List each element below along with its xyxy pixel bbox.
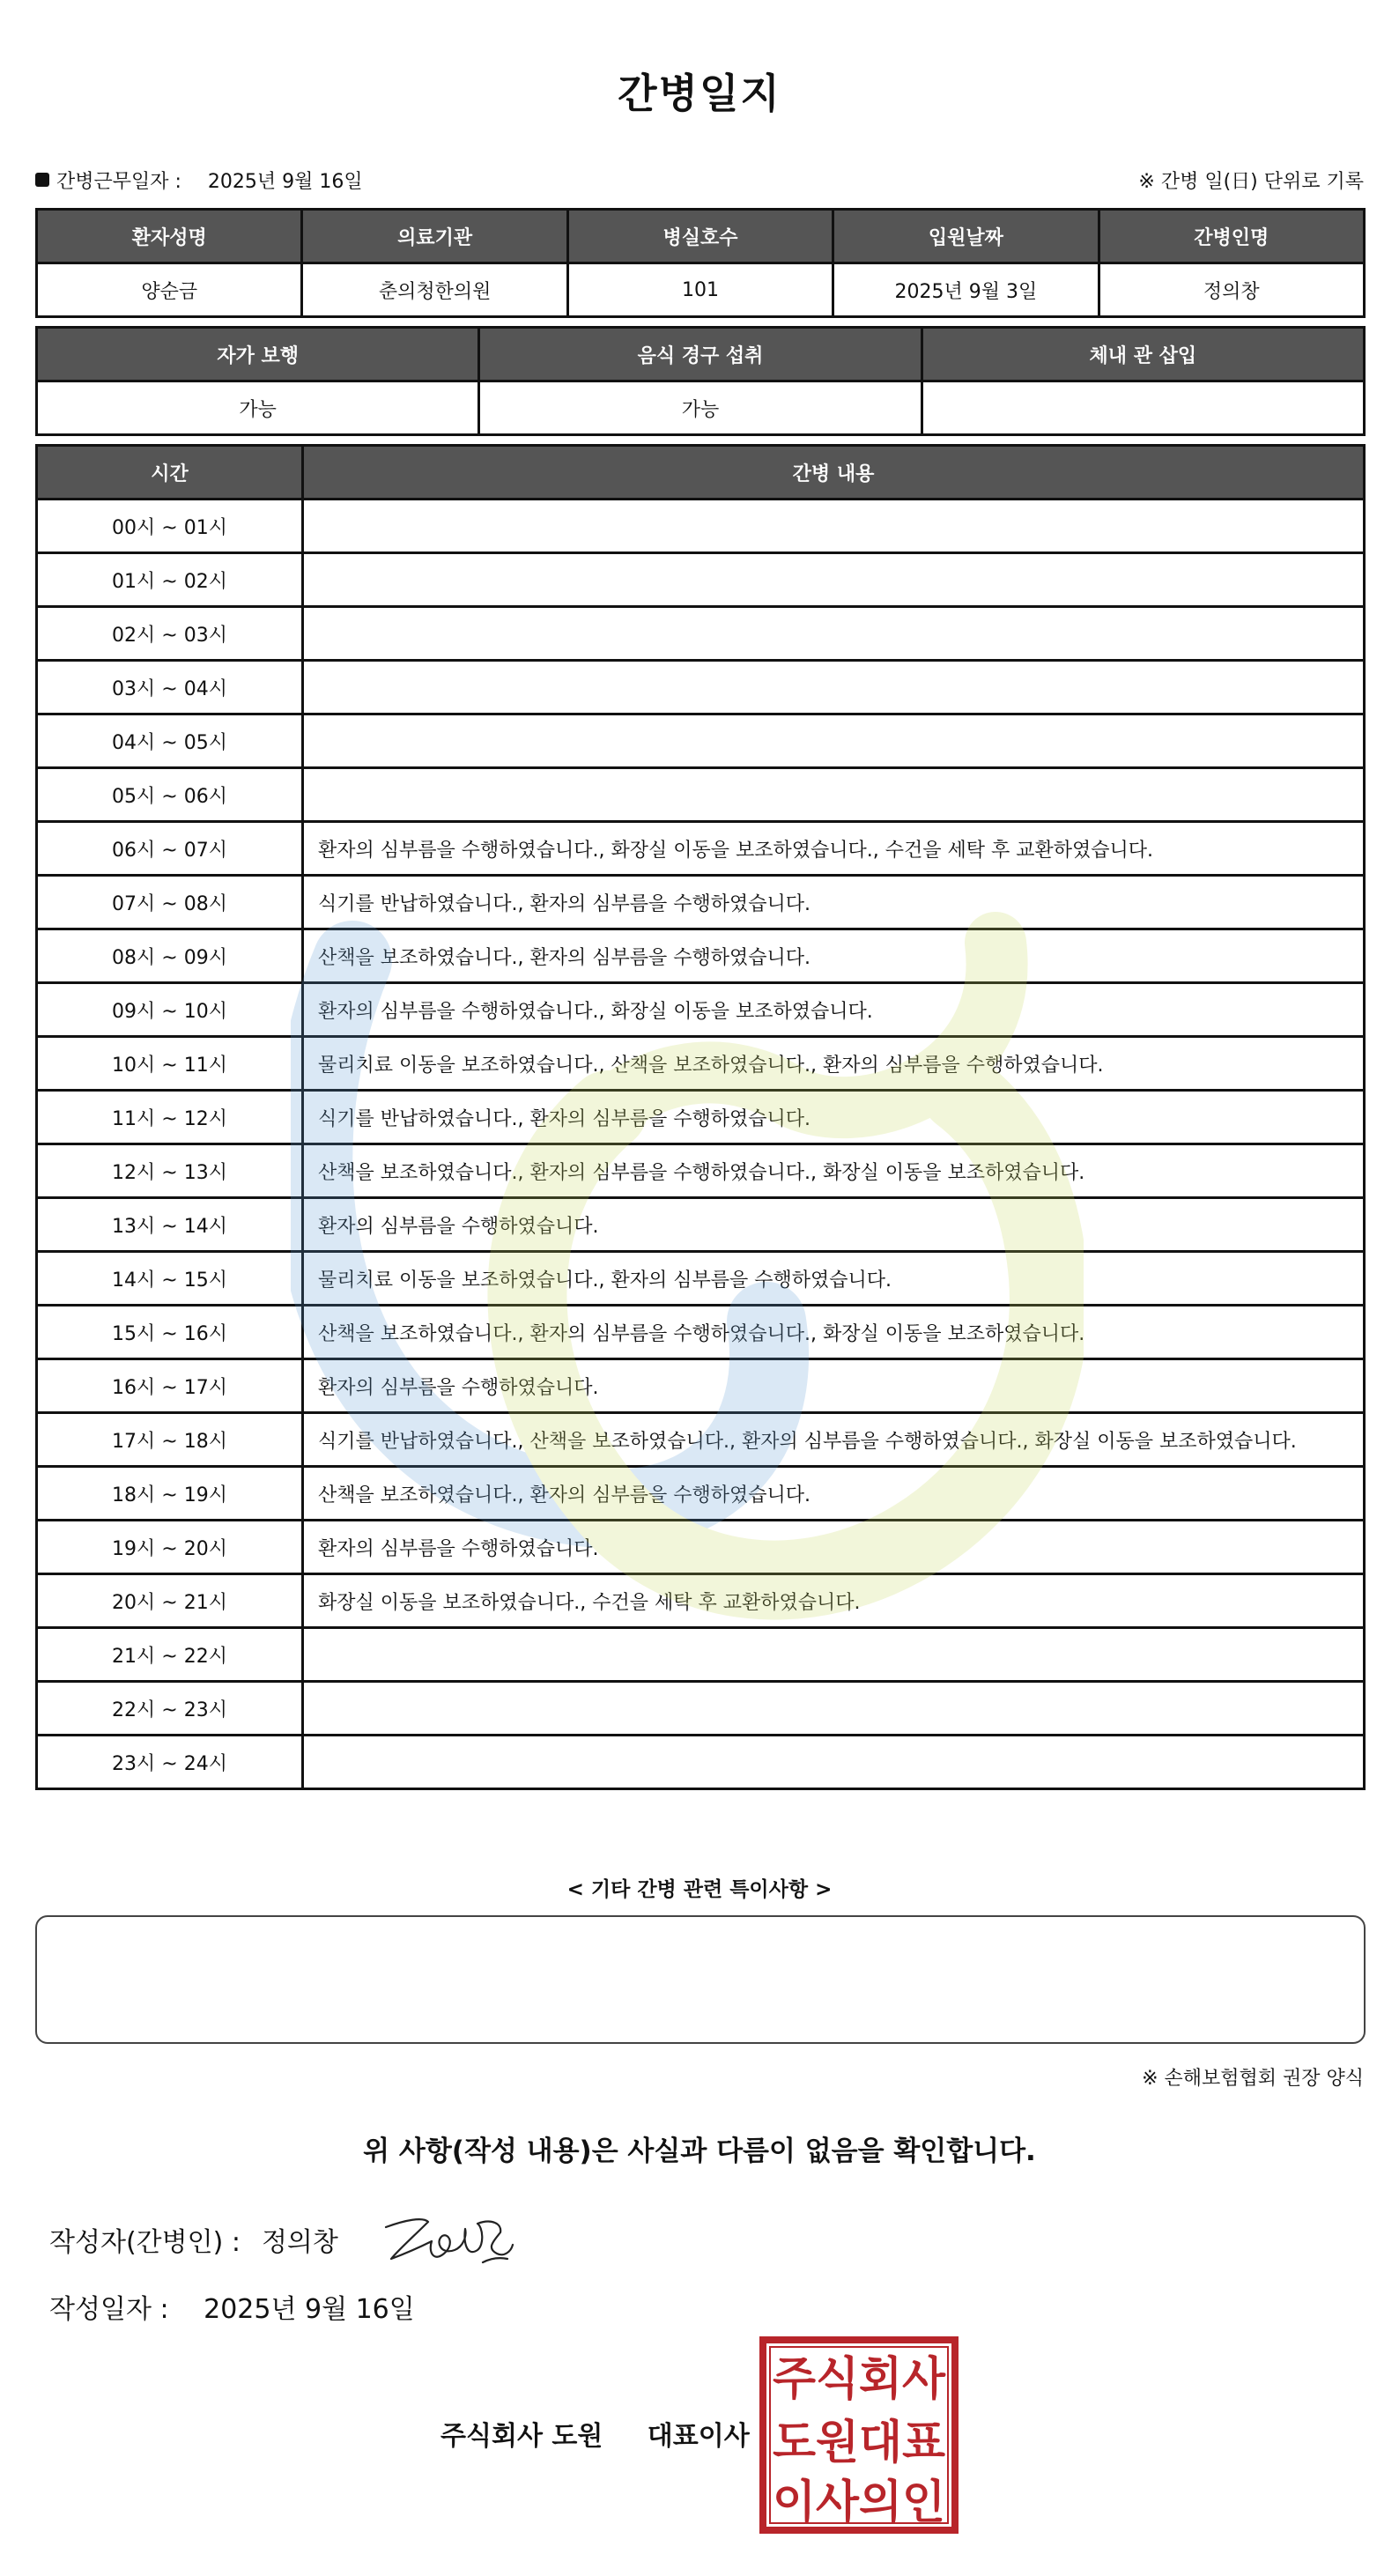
time-slot: 02시 ~ 03시 [37, 607, 303, 661]
seal-text-line: 이사의인 [773, 2476, 945, 2529]
time-slot: 18시 ~ 19시 [37, 1467, 303, 1521]
care-log-table [35, 444, 1366, 1790]
time-slot: 12시 ~ 13시 [37, 1144, 303, 1198]
oral-intake: 가능 [479, 381, 922, 435]
table-row [37, 822, 1365, 876]
header-caregiver: 간병인명 [1099, 210, 1364, 263]
write-date-value: 2025년 9월 16일 [204, 2294, 415, 2325]
table-row [37, 1574, 1365, 1628]
header-room: 병실호수 [567, 210, 833, 263]
page-title: 간병일지 [618, 70, 781, 117]
time-slot: 14시 ~ 15시 [37, 1252, 303, 1306]
table-row [37, 1144, 1365, 1198]
header-admission-date: 입원날짜 [833, 210, 1099, 263]
header-patient-name: 환자성명 [37, 210, 302, 263]
care-content: 환자의 심부름을 수행하였습니다., 화장실 이동을 보조하였습니다., 수건을 세탁 후 교환하였습니다. [303, 822, 1365, 876]
company-representative: 대표이사 [647, 2421, 750, 2452]
patient-name: 양순금 [37, 263, 302, 317]
table-row [37, 876, 1365, 929]
care-content: 산책을 보조하였습니다., 환자의 심부름을 수행하였습니다. [303, 929, 1365, 983]
table-row [37, 1198, 1365, 1252]
time-slot: 11시 ~ 12시 [37, 1091, 303, 1144]
patient-info-table [35, 208, 1366, 318]
time-slot: 22시 ~ 23시 [37, 1682, 303, 1736]
time-slot: 15시 ~ 16시 [37, 1306, 303, 1359]
confirm-statement: 위 사항(작성 내용)은 사실과 다름이 없음을 확인합니다. [363, 2136, 1036, 2167]
time-slot: 01시 ~ 02시 [37, 553, 303, 607]
table-row [37, 1521, 1365, 1574]
table-row [37, 1736, 1365, 1789]
time-slot: 13시 ~ 14시 [37, 1198, 303, 1252]
time-slot: 07시 ~ 08시 [37, 876, 303, 929]
table-row [37, 1091, 1365, 1144]
tube-insertion [922, 381, 1364, 435]
header-self-walking: 자가 보행 [37, 328, 479, 381]
table-row [37, 1682, 1365, 1736]
write-date-line [49, 2287, 415, 2326]
table-row [37, 500, 1365, 553]
care-content: 환자의 심부름을 수행하였습니다. [303, 1359, 1365, 1413]
time-slot: 20시 ~ 21시 [37, 1574, 303, 1628]
time-slot: 17시 ~ 18시 [37, 1413, 303, 1467]
table-row [37, 1359, 1365, 1413]
table-row [37, 263, 1365, 317]
table-row [37, 1628, 1365, 1682]
table-row [37, 1306, 1365, 1359]
institution: 춘의청한의원 [302, 263, 567, 317]
time-slot: 19시 ~ 20시 [37, 1521, 303, 1574]
work-date-label: 간병근무일자 : [56, 170, 181, 193]
care-content [303, 1682, 1365, 1736]
self-walking: 가능 [37, 381, 479, 435]
care-content: 식기를 반납하였습니다., 환자의 심부름을 수행하였습니다. [303, 1091, 1365, 1144]
table-row [37, 929, 1365, 983]
table-header-row [37, 446, 1365, 500]
writer-label: 작성자(간병인) : [49, 2227, 241, 2258]
care-content: 산책을 보조하였습니다., 환자의 심부름을 수행하였습니다., 화장실 이동을 보조하였습니다. [303, 1144, 1365, 1198]
header-institution: 의료기관 [302, 210, 567, 263]
care-content [303, 714, 1365, 768]
room-number: 101 [567, 263, 833, 317]
recommend-note: ※ 손해보험협회 권장 양식 [1142, 2068, 1364, 2090]
care-content: 물리치료 이동을 보조하였습니다., 환자의 심부름을 수행하였습니다. [303, 1252, 1365, 1306]
header-time: 시간 [37, 446, 303, 500]
care-content: 산책을 보조하였습니다., 환자의 심부름을 수행하였습니다. [303, 1467, 1365, 1521]
time-slot: 03시 ~ 04시 [37, 661, 303, 714]
table-row [37, 381, 1365, 435]
remarks-box [35, 1915, 1366, 2044]
time-slot: 06시 ~ 07시 [37, 822, 303, 876]
write-date-label: 작성일자 : [49, 2294, 169, 2325]
writer-name: 정의창 [261, 2227, 338, 2258]
header-tube-insertion: 체내 관 삽입 [922, 328, 1364, 381]
time-slot: 21시 ~ 22시 [37, 1628, 303, 1682]
table-row [37, 661, 1365, 714]
work-date [35, 167, 363, 194]
care-content [303, 1628, 1365, 1682]
meta-row [35, 164, 1364, 196]
care-content: 환자의 심부름을 수행하였습니다., 화장실 이동을 보조하였습니다. [303, 983, 1365, 1037]
table-row [37, 714, 1365, 768]
care-content: 화장실 이동을 보조하였습니다., 수건을 세탁 후 교환하였습니다. [303, 1574, 1365, 1628]
bullet-square-icon [35, 173, 49, 187]
time-slot: 04시 ~ 05시 [37, 714, 303, 768]
company-seal-icon [759, 2336, 959, 2534]
table-row [37, 768, 1365, 822]
caregiver-name: 정의창 [1099, 263, 1364, 317]
table-row [37, 983, 1365, 1037]
care-content: 식기를 반납하였습니다., 산책을 보조하였습니다., 환자의 심부름을 수행하였습니다., 화장실 이동을 보조하였습니다. [303, 1413, 1365, 1467]
time-slot: 23시 ~ 24시 [37, 1736, 303, 1789]
seal-text-line: 도원대표 [773, 2417, 945, 2469]
care-content [303, 553, 1365, 607]
care-content [303, 500, 1365, 553]
care-content [303, 607, 1365, 661]
table-row [37, 1413, 1365, 1467]
time-slot: 09시 ~ 10시 [37, 983, 303, 1037]
unit-note: ※ 간병 일(日) 단위로 기록 [1138, 170, 1364, 193]
table-row [37, 1037, 1365, 1091]
table-row [37, 607, 1365, 661]
care-content: 환자의 심부름을 수행하였습니다. [303, 1198, 1365, 1252]
remarks-title: < 기타 간병 관련 특이사항 > [566, 1878, 833, 1901]
time-slot: 16시 ~ 17시 [37, 1359, 303, 1413]
patient-status-table [35, 326, 1366, 436]
table-row [37, 553, 1365, 607]
care-content [303, 661, 1365, 714]
seal-text-line: 주식회사 [773, 2353, 946, 2406]
care-content [303, 768, 1365, 822]
table-row [37, 1467, 1365, 1521]
time-slot: 10시 ~ 11시 [37, 1037, 303, 1091]
work-date-value: 2025년 9월 16일 [207, 170, 363, 193]
table-header-row [37, 328, 1365, 381]
care-content: 식기를 반납하였습니다., 환자의 심부름을 수행하였습니다. [303, 876, 1365, 929]
care-content: 산책을 보조하였습니다., 환자의 심부름을 수행하였습니다., 화장실 이동을 보조하였습니다. [303, 1306, 1365, 1359]
care-content: 환자의 심부름을 수행하였습니다. [303, 1521, 1365, 1574]
time-slot: 08시 ~ 09시 [37, 929, 303, 983]
time-slot: 05시 ~ 06시 [37, 768, 303, 822]
signature-icon [379, 2201, 520, 2276]
care-content: 물리치료 이동을 보조하였습니다., 산책을 보조하였습니다., 환자의 심부름을 수행하였습니다. [303, 1037, 1365, 1091]
admission-date: 2025년 9월 3일 [833, 263, 1099, 317]
table-header-row [37, 210, 1365, 263]
company-line [440, 2414, 750, 2453]
company-name: 주식회사 도원 [440, 2421, 603, 2452]
table-row [37, 1252, 1365, 1306]
header-oral-intake: 음식 경구 섭취 [479, 328, 922, 381]
time-slot: 00시 ~ 01시 [37, 500, 303, 553]
header-care-content: 간병 내용 [303, 446, 1365, 500]
writer-line [49, 2220, 338, 2259]
care-content [303, 1736, 1365, 1789]
